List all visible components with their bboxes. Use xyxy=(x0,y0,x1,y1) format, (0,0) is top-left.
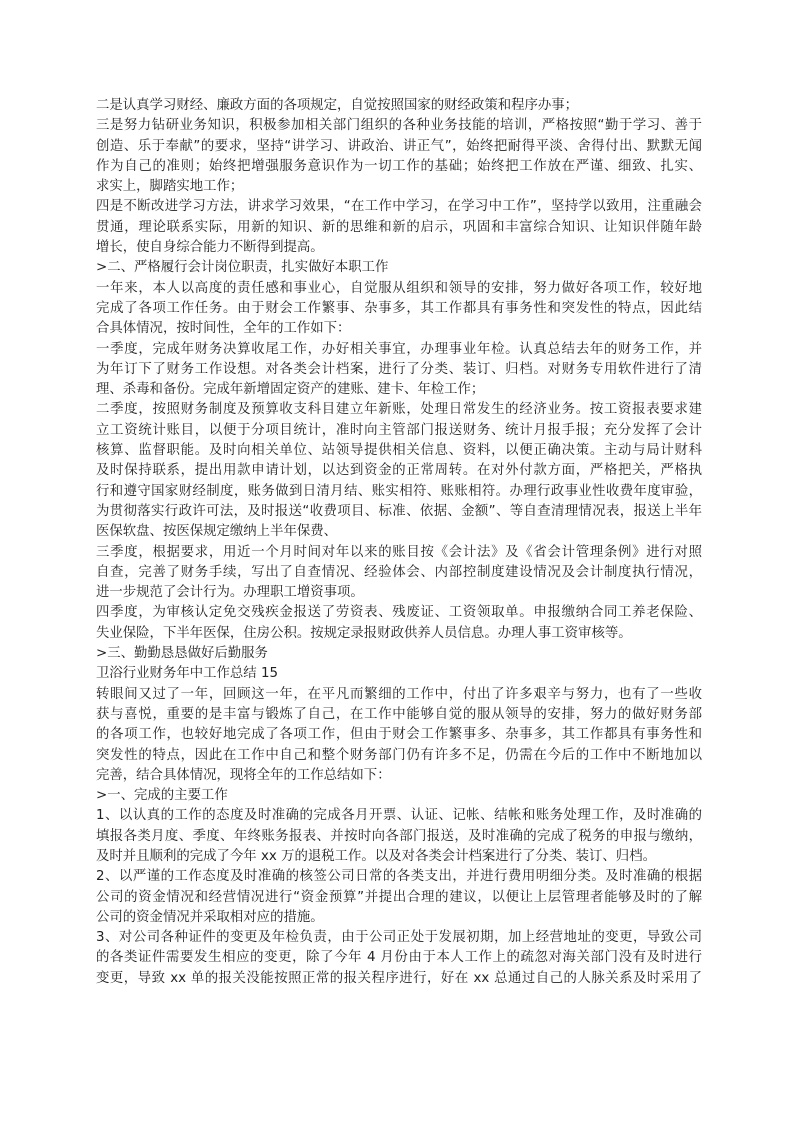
text-line: 的各项工作，也较好地完成了各项工作，但由于财会工作繁事多、杂事多，其工作都具有事务性和 xyxy=(96,727,702,743)
text-line: 获与喜悦，重要的是丰富与锻炼了自己，在工作中能够自觉的服从领导的安排，努力的做好财务部 xyxy=(96,706,702,722)
text-line: 作为自己的准则；始终把增强服务意识作为一切工作的基础；始终把工作放在严谨、细致、扎实、 xyxy=(96,158,702,174)
text-line: 卫浴行业财务年中工作总结 15 xyxy=(96,666,278,682)
text-line: 核算、监督职能。及时向相关单位、站领导提供相关信息、资料，以便正确决策。主动与局计财科 xyxy=(96,443,702,459)
text-line: 完善，结合具体情况，现将全年的工作总结如下： xyxy=(96,767,391,783)
text-line: 突发性的特点，因此在工作中自己和整个财务部门仍有许多不足，仍需在今后的工作中不断地加以 xyxy=(96,747,702,763)
text-line: 填报各类月度、季度、年终账务报表、并按时向各部门报送，及时准确的完成了税务的申报与缴纳， xyxy=(96,828,702,844)
text-line: 四是不断改进学习方法，讲求学习效果，“在工作中学习，在学习中工作”，坚持学以致用，注重融会 xyxy=(96,199,702,215)
text-line: 1、以认真的工作的态度及时准确的完成各月开票、认证、记帐、结帐和账务处理工作，及时准确的 xyxy=(96,808,702,824)
text-line: 医保软盘、按医保规定缴纳上半年保费、 xyxy=(96,524,338,540)
text-line: 增长，使自身综合能力不断得到提高。 xyxy=(96,240,324,256)
text-line: 为贯彻落实行政许可法，及时报送“收费项目、标准、依据、金额”、等自查清理情况表，报送上半年 xyxy=(96,503,702,519)
text-line: 及时并且顺利的完成了今年 xx 万的退税工作。以及对各类会计档案进行了分类、装订、归档。 xyxy=(96,848,656,864)
text-line: 进一步规范了会计行为。办理职工增资事项。 xyxy=(96,585,364,601)
text-line: >一、完成的主要工作 xyxy=(96,788,228,804)
text-line: 公司的资金情况并采取相对应的措施。 xyxy=(96,909,324,925)
text-line: 一年来，本人以高度的责任感和事业心，自觉服从组织和领导的安排，努力做好各项工作，较好地 xyxy=(96,280,702,296)
text-line: 2、以严谨的工作态度及时准确的核签公司日常的各类支出，并进行费用明细分类。及时准确的根据 xyxy=(96,869,702,885)
text-line: 求实上，脚踏实地工作； xyxy=(96,179,244,195)
text-line: 三是努力钻研业务知识，积极参加相关部门组织的各种业务技能的培训，严格按照“勤于学习、善于 xyxy=(96,118,702,134)
text-line: 理、杀毒和备份。完成年新增固定资产的建账、建卡、年检工作； xyxy=(96,382,485,398)
document-page xyxy=(96,96,702,989)
text-line: 为年订下了财务工作设想。对各类会计档案，进行了分类、装订、归档。对财务专用软件进行了清 xyxy=(96,361,702,377)
text-line: 二季度，按照财务制度及预算收支科目建立年新账，处理日常发生的经济业务。按工资报表要求建 xyxy=(96,402,702,418)
text-line: 合具体情况，按时间性，全年的工作如下： xyxy=(96,321,351,337)
text-line: 失业保险，下半年医保，住房公积。按规定录报财政供养人员信息。办理人事工资审核等。 xyxy=(96,625,632,641)
text-line: 四季度，为审核认定免交残疾金报送了劳资表、残废证、工资领取单。申报缴纳合同工养老保险、 xyxy=(96,605,702,621)
text-line: 一季度，完成年财务决算收尾工作，办好相关事宜，办理事业年检。认真总结去年的财务工作，并 xyxy=(96,341,702,357)
text-line: 公司的资金情况和经营情况进行“资金预算”并提出合理的建议，以便让上层管理者能够及时的了解 xyxy=(96,889,702,905)
text-line: 转眼间又过了一年，回顾这一年，在平凡而繁细的工作中，付出了许多艰辛与努力，也有了一些收 xyxy=(96,686,702,702)
text-line: 贯通，理论联系实际，用新的知识、新的思维和新的启示，巩固和丰富综合知识、让知识伴随年龄 xyxy=(96,219,702,235)
text-line: 3、对公司各种证件的变更及年检负责，由于公司正处于发展初期，加上经营地址的变更，导致公司 xyxy=(96,930,702,946)
text-line: 自查，完善了财务手续，写出了自查情况、经验体会、内部控制度建设情况及会计制度执行情况， xyxy=(96,564,702,580)
text-line: 及时保持联系，提出用款申请计划，以达到资金的正常周转。在对外付款方面，严格把关，严格执 xyxy=(96,463,702,479)
text-line: 完成了各项工作任务。由于财会工作繁事、杂事多，其工作都具有事务性和突发性的特点，因此结 xyxy=(96,300,702,316)
text-line: 变更，导致 xx 单的报关没能按照正常的报关程序进行，好在 xx 总通过自己的人脉关系及时采用了 xyxy=(96,970,702,986)
text-line: >三、勤勤恳恳做好后勤服务 xyxy=(96,646,268,662)
text-line: >二、严格履行会计岗位职责，扎实做好本职工作 xyxy=(96,260,389,276)
text-line: 创造、乐于奉献”的要求，坚持“讲学习、讲政治、讲正气”，始终把耐得平淡、舍得付出、默默无闻 xyxy=(96,138,702,154)
text-line: 三季度，根据要求，用近一个月时间对年以来的账目按《会计法》及《省会计管理条例》进行对照 xyxy=(96,544,702,560)
text-line: 行和遵守国家财经制度，账务做到日清月结、账实相符、账账相符。办理行政事业性收费年度审验， xyxy=(96,483,702,499)
text-line: 立工资统计账目，以便于分项目统计，准时向主管部门报送财务、统计月报手报；充分发挥了会计 xyxy=(96,422,702,438)
text-line: 的各类证件需要发生相应的变更，除了今年 4 月份由于本人工作上的疏忽对海关部门没有及时进行 xyxy=(96,950,702,966)
text-line: 二是认真学习财经、廉政方面的各项规定，自觉按照国家的财经政策和程序办事； xyxy=(96,98,579,113)
